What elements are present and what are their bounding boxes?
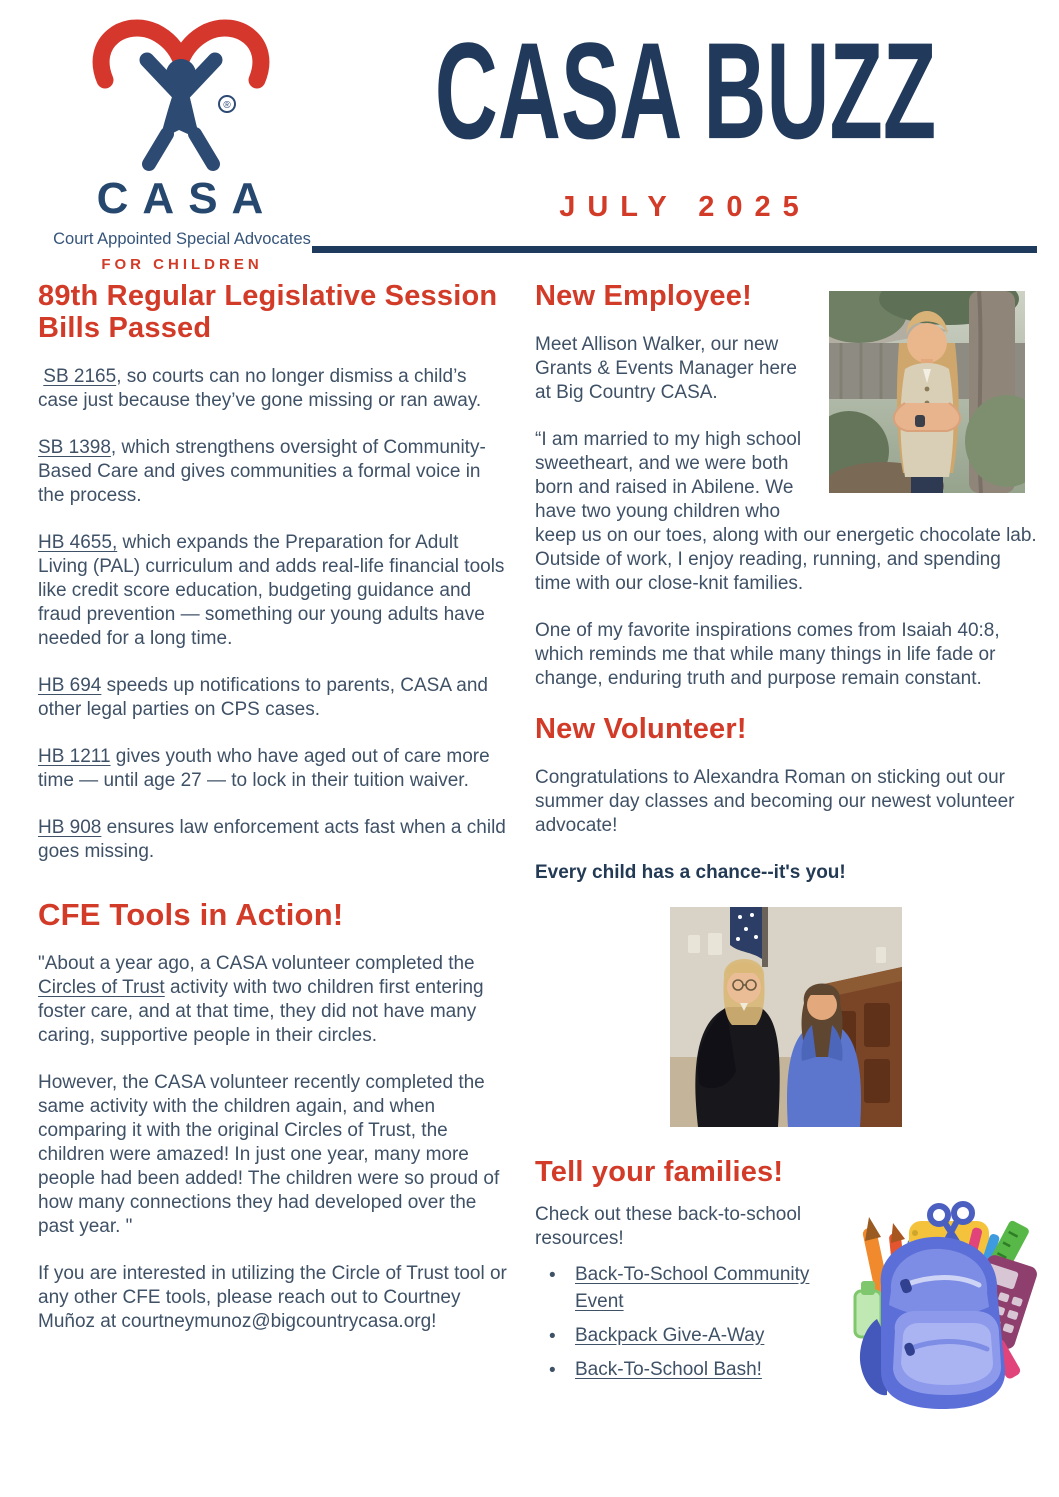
inline-link[interactable]: HB 4655, [38, 531, 118, 553]
bill-paragraph [38, 365, 510, 413]
volunteer-text: Congratulations to Alexandra Roman on sticking out our summer day classes and becoming our newest volunteer advocate! [535, 766, 1015, 836]
bullet-icon: • [549, 1325, 556, 1347]
bill-paragraph [38, 674, 510, 722]
employee-heading: New Employee! [535, 280, 752, 312]
text-run: ensures law enforcement acts fast when a child goes missing. [38, 816, 506, 862]
families-section [535, 1157, 1037, 1411]
bill-paragraph [38, 436, 510, 508]
bill-paragraph [38, 531, 510, 651]
bullet-icon: • [549, 1264, 556, 1286]
volunteer-tagline: Every child has a chance--it's you! [535, 861, 846, 883]
bill-paragraph [38, 816, 510, 864]
employee-quote2: One of my favorite inspirations comes from Isaiah 40:8, which reminds me that while many things in life fade or change, enduring truth and purpose remain constant. [535, 619, 1000, 689]
resource-link[interactable]: Back-To-School Bash! [575, 1358, 762, 1380]
right-column [535, 281, 1037, 1411]
employee-photo [829, 291, 1025, 493]
volunteer-swearing-in-photo [670, 907, 902, 1127]
header-divider [312, 246, 1037, 253]
resource-link[interactable]: Backpack Give-A-Way [575, 1324, 765, 1346]
cfe-paragraph [38, 952, 510, 1048]
logo-subtagline: FOR CHILDREN [101, 256, 263, 273]
text-run: , so courts can no longer dismiss a child’s case just because they’ve gone missing or ran away. [38, 365, 482, 411]
employee-quote: “I am married to my high school sweetheart, and we were both born and raised in Abilene. We have two young children who keep us on our toes, along with our energetic chocolate lab. Outside of work, I enjoy reading, running, and spending time with our close-knit families. [535, 428, 1037, 594]
bills-list [38, 365, 510, 864]
resource-list-item [549, 1356, 875, 1383]
cfe-heading: CFE Tools in Action! [38, 896, 344, 932]
logo-tagline: Court Appointed Special Advocates [53, 230, 311, 248]
casa-heart-child-icon [67, 12, 297, 172]
backpack-clipart [847, 1199, 1037, 1411]
newsletter-title: CASA BUZZ [434, 15, 936, 169]
text-run: "About a year ago, a CASA volunteer completed the [38, 952, 475, 974]
resource-link[interactable]: Back-To-School Community Event [575, 1263, 810, 1312]
volunteer-heading: New Volunteer! [535, 712, 747, 745]
casa-logo [42, 12, 322, 273]
inline-link[interactable]: HB 1211 [38, 745, 111, 767]
inline-link[interactable]: HB 908 [38, 816, 102, 838]
families-heading: Tell your families! [535, 1155, 784, 1188]
cfe-paragraph [38, 1071, 510, 1239]
inline-link[interactable]: Circles of Trust [38, 976, 165, 998]
text-run: , which strengthens oversight of Community-Based Care and gives communities a formal voice in the process. [38, 436, 486, 506]
registered-mark: ® [223, 100, 231, 111]
bullet-icon: • [549, 1359, 556, 1381]
left-column [38, 281, 510, 1357]
text-run: activity with two children first entering foster care, and at that time, they did not have many caring, supportive people in their circles. [38, 976, 484, 1046]
masthead [330, 0, 1040, 224]
inline-link[interactable]: SB 2165 [43, 365, 117, 387]
families-intro: Check out these back-to-school resources! [535, 1203, 802, 1249]
text-run: which expands the Preparation for Adult Living (PAL) curriculum and adds real-life financial tools like credit score education, budgeting guidance and fraud prevention — something our young adults have needed for a long time. [38, 531, 505, 649]
text-run: gives youth who have aged out of care more time — until age 27 — to lock in their tuition waiver. [38, 745, 490, 791]
resource-list-item [549, 1261, 875, 1315]
cfe-paragraph [38, 1262, 510, 1334]
text-run: speeds up notifications to parents, CASA and other legal parties on CPS cases. [38, 674, 488, 720]
text-run: However, the CASA volunteer recently completed the same activity with the children again, and when comparing it with the original Circles of Trust, the children were amazed! In just one year, many more people had been added! The children were so proud of how many connections they had developed over the past year. " [38, 1071, 500, 1237]
bills-heading: 89th Regular Legislative Session Bills Passed [38, 280, 498, 344]
cfe-paragraphs [38, 952, 510, 1334]
text-run: If you are interested in utilizing the Circle of Trust tool or any other CFE tools, please reach out to Courtney Muñoz at courtneymunoz@bigcountrycasa.org! [38, 1262, 507, 1332]
employee-intro: Meet Allison Walker, our new Grants & Events Manager here at Big Country CASA. [535, 333, 797, 403]
bill-paragraph [38, 745, 510, 793]
logo-wordmark: CASA [96, 174, 278, 223]
resource-list-item [549, 1322, 875, 1349]
inline-link[interactable]: HB 694 [38, 674, 102, 696]
inline-link[interactable]: SB 1398 [38, 436, 111, 458]
newsletter-issue: JULY 2025 [559, 191, 811, 223]
